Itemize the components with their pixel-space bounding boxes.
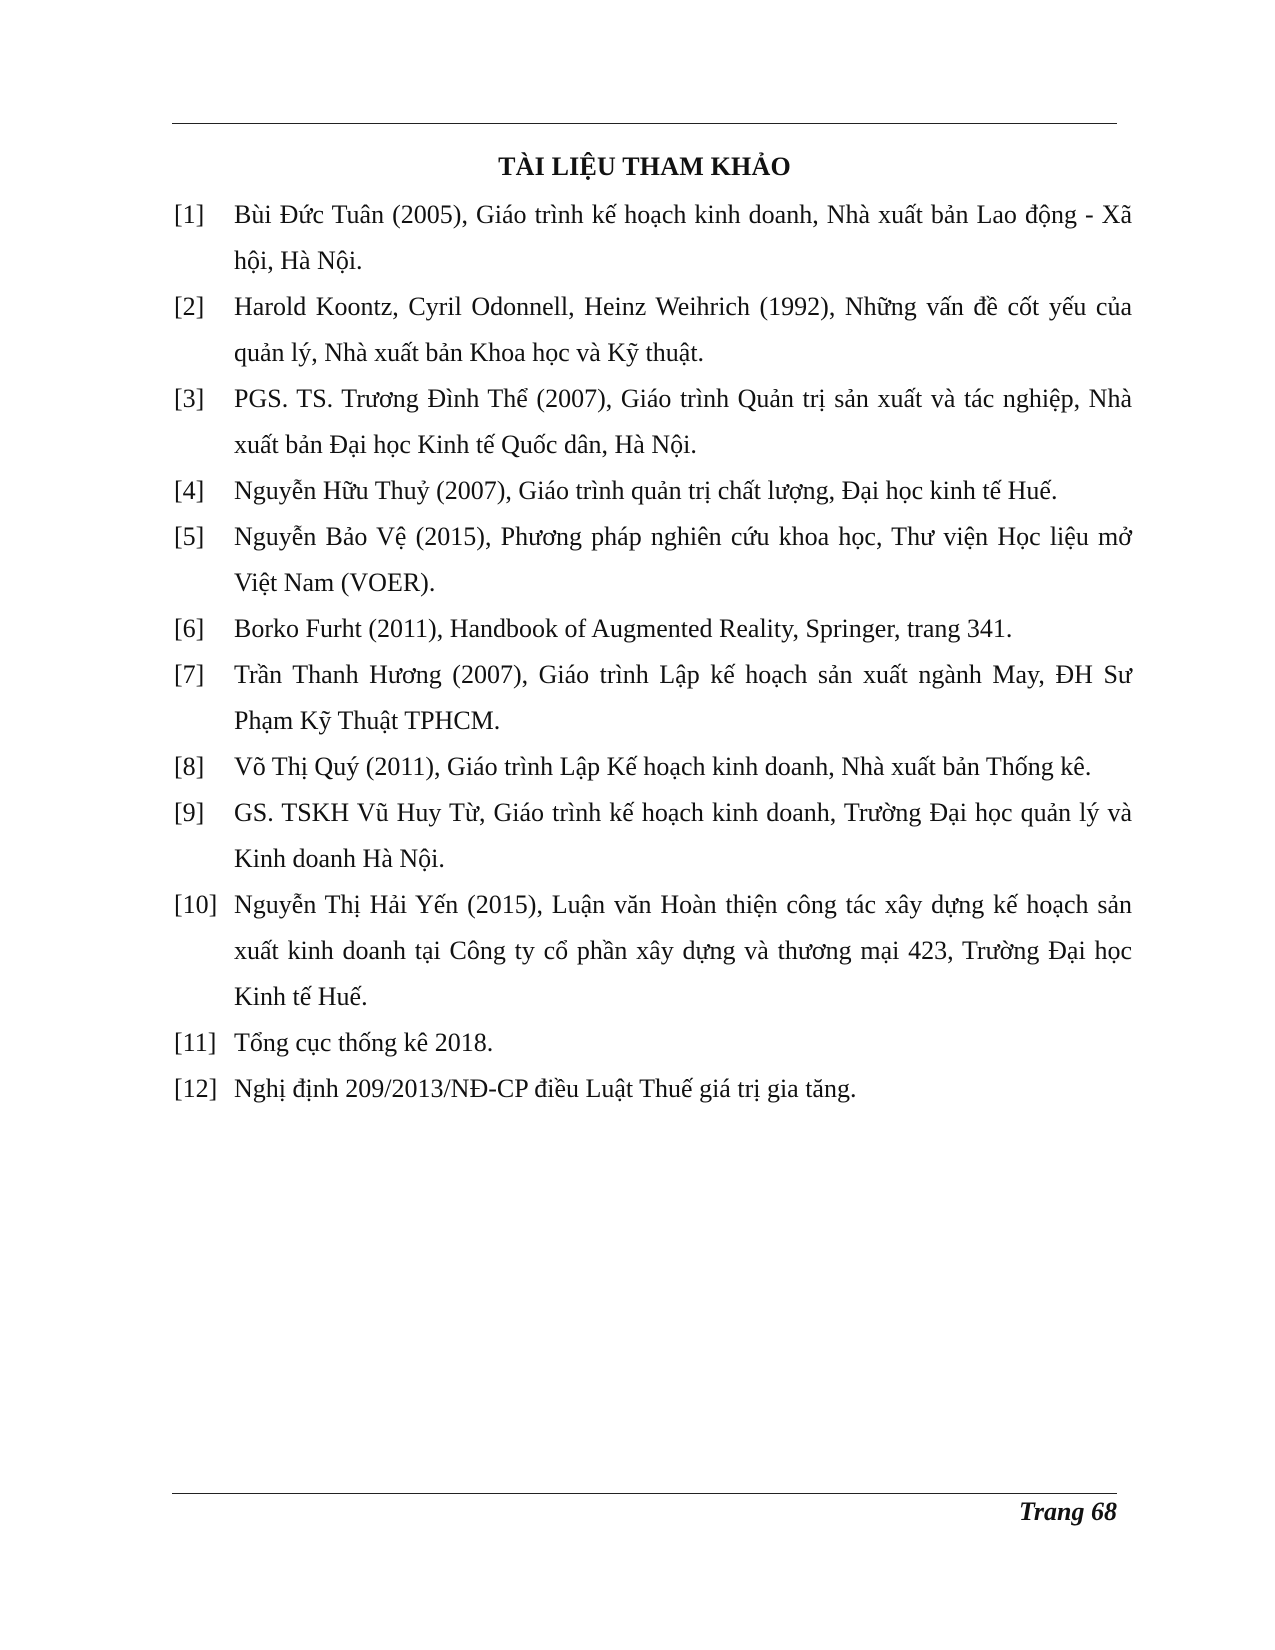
reference-number: [1] xyxy=(174,200,205,229)
reference-number: [6] xyxy=(174,614,205,643)
reference-item xyxy=(172,192,1132,284)
reference-number: [5] xyxy=(174,522,205,551)
footer-rule xyxy=(172,1493,1117,1494)
reference-text: PGS. TS. Trương Đình Thể (2007), Giáo trình Quản trị sản xuất và tác nghiệp, Nhà xuất bản Đại học Kinh tế Quốc dân, Hà Nội. xyxy=(234,384,1132,459)
reference-number: [11] xyxy=(174,1028,217,1057)
reference-list xyxy=(172,192,1132,1112)
reference-item xyxy=(172,1066,1132,1112)
reference-number: [10] xyxy=(174,890,218,919)
reference-item xyxy=(172,284,1132,376)
reference-text: Nguyễn Bảo Vệ (2015), Phương pháp nghiên cứu khoa học, Thư viện Học liệu mở Việt Nam (VOER). xyxy=(234,522,1132,597)
reference-item xyxy=(172,468,1132,514)
reference-item xyxy=(172,514,1132,606)
reference-number: [2] xyxy=(174,292,205,321)
reference-item xyxy=(172,376,1132,468)
page-number: Trang 68 xyxy=(1019,1497,1117,1526)
reference-text: Bùi Đức Tuân (2005), Giáo trình kế hoạch kinh doanh, Nhà xuất bản Lao động - Xã hội, Hà Nội. xyxy=(234,200,1132,275)
reference-number: [3] xyxy=(174,384,205,413)
reference-number: [8] xyxy=(174,752,205,781)
reference-item xyxy=(172,1020,1132,1066)
reference-item xyxy=(172,744,1132,790)
reference-text: Borko Furht (2011), Handbook of Augmented Reality, Springer, trang 341. xyxy=(234,614,1013,643)
reference-text: Trần Thanh Hương (2007), Giáo trình Lập kế hoạch sản xuất ngành May, ĐH Sư Phạm Kỹ Thuật TPHCM. xyxy=(234,660,1132,735)
reference-text: Nguyễn Thị Hải Yến (2015), Luận văn Hoàn thiện công tác xây dựng kế hoạch sản xuất kinh doanh tại Công ty cổ phần xây dựng và thương mại 423, Trường Đại học Kinh tế Huế. xyxy=(234,890,1132,1011)
reference-text: GS. TSKH Vũ Huy Từ, Giáo trình kế hoạch kinh doanh, Trường Đại học quản lý và Kinh doanh Hà Nội. xyxy=(234,798,1132,873)
reference-item xyxy=(172,790,1132,882)
reference-number: [4] xyxy=(174,476,205,505)
reference-text: Võ Thị Quý (2011), Giáo trình Lập Kế hoạch kinh doanh, Nhà xuất bản Thống kê. xyxy=(234,752,1092,781)
reference-number: [7] xyxy=(174,660,205,689)
reference-number: [9] xyxy=(174,798,205,827)
page-title: TÀI LIỆU THAM KHẢO xyxy=(498,152,791,181)
reference-item xyxy=(172,652,1132,744)
reference-number: [12] xyxy=(174,1074,218,1103)
reference-item xyxy=(172,882,1132,1020)
reference-text: Nghị định 209/2013/NĐ-CP điều Luật Thuế giá trị gia tăng. xyxy=(234,1074,857,1103)
header-rule xyxy=(172,123,1117,124)
reference-item xyxy=(172,606,1132,652)
reference-text: Harold Koontz, Cyril Odonnell, Heinz Weihrich (1992), Những vấn đề cốt yếu của quản lý, Nhà xuất bản Khoa học và Kỹ thuật. xyxy=(234,292,1132,367)
reference-text: Tổng cục thống kê 2018. xyxy=(234,1028,494,1057)
reference-text: Nguyễn Hữu Thuỷ (2007), Giáo trình quản trị chất lượng, Đại học kinh tế Huế. xyxy=(234,476,1058,505)
